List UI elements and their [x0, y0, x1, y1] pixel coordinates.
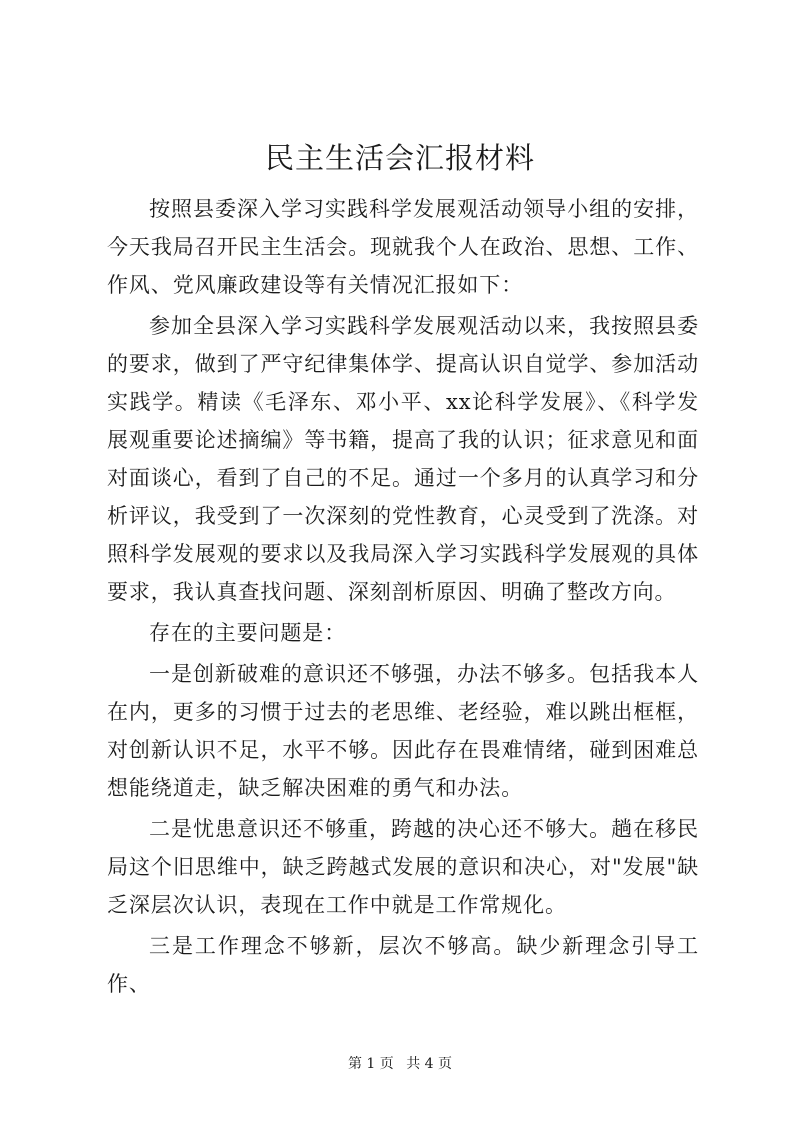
paragraph: 一是创新破难的意识还不够强，办法不够多。包括我本人在内，更多的习惯于过去的老思维、老经验，难以跳出框框，对创新认识不足，水平不够。因此存在畏难情绪，碰到困难总想能绕道走，缺乏解决困难的勇气和办法。: [107, 662, 699, 800]
paragraph: 三是工作理念不够新，层次不够高。缺少新理念引导工作、: [107, 934, 699, 996]
page-total: 共 4 页: [406, 1056, 453, 1072]
page-number: 第 1 页: [347, 1056, 394, 1072]
paragraph: 参加全县深入学习实践科学发展观活动以来，我按照县委的要求，做到了严守纪律集体学、提高认识自觉学、参加活动实践学。精读《毛泽东、邓小平、xx论科学发展》、《科学发展观重要论述摘编》等书籍，提高了我的认识；征求意见和面对面谈心，看到了自己的不足。通过一个多月的认真学习和分析评议，我受到了一次深刻的党性教育，心灵受到了洗涤。对照科学发展观的要求以及我局深入学习实践科学发展观的具体要求，我认真查找问题、深刻剖析原因、明确了整改方向。: [107, 314, 699, 604]
document-title: 民主生活会汇报材料: [264, 141, 535, 175]
page-footer: [0, 1054, 800, 1074]
paragraph: 存在的主要问题是：: [149, 621, 347, 645]
document-body: [107, 190, 699, 1003]
paragraph: 按照县委深入学习实践科学发展观活动领导小组的安排，今天我局召开民主生活会。现就我个人在政治、思想、工作、作风、党风廉政建设等有关情况汇报如下：: [107, 197, 699, 297]
paragraph: 二是忧患意识还不够重，跨越的决心还不够大。趟在移民局这个旧思维中，缺乏跨越式发展的意识和决心，对"发展"缺乏深层次认识，表现在工作中就是工作常规化。: [107, 817, 699, 917]
